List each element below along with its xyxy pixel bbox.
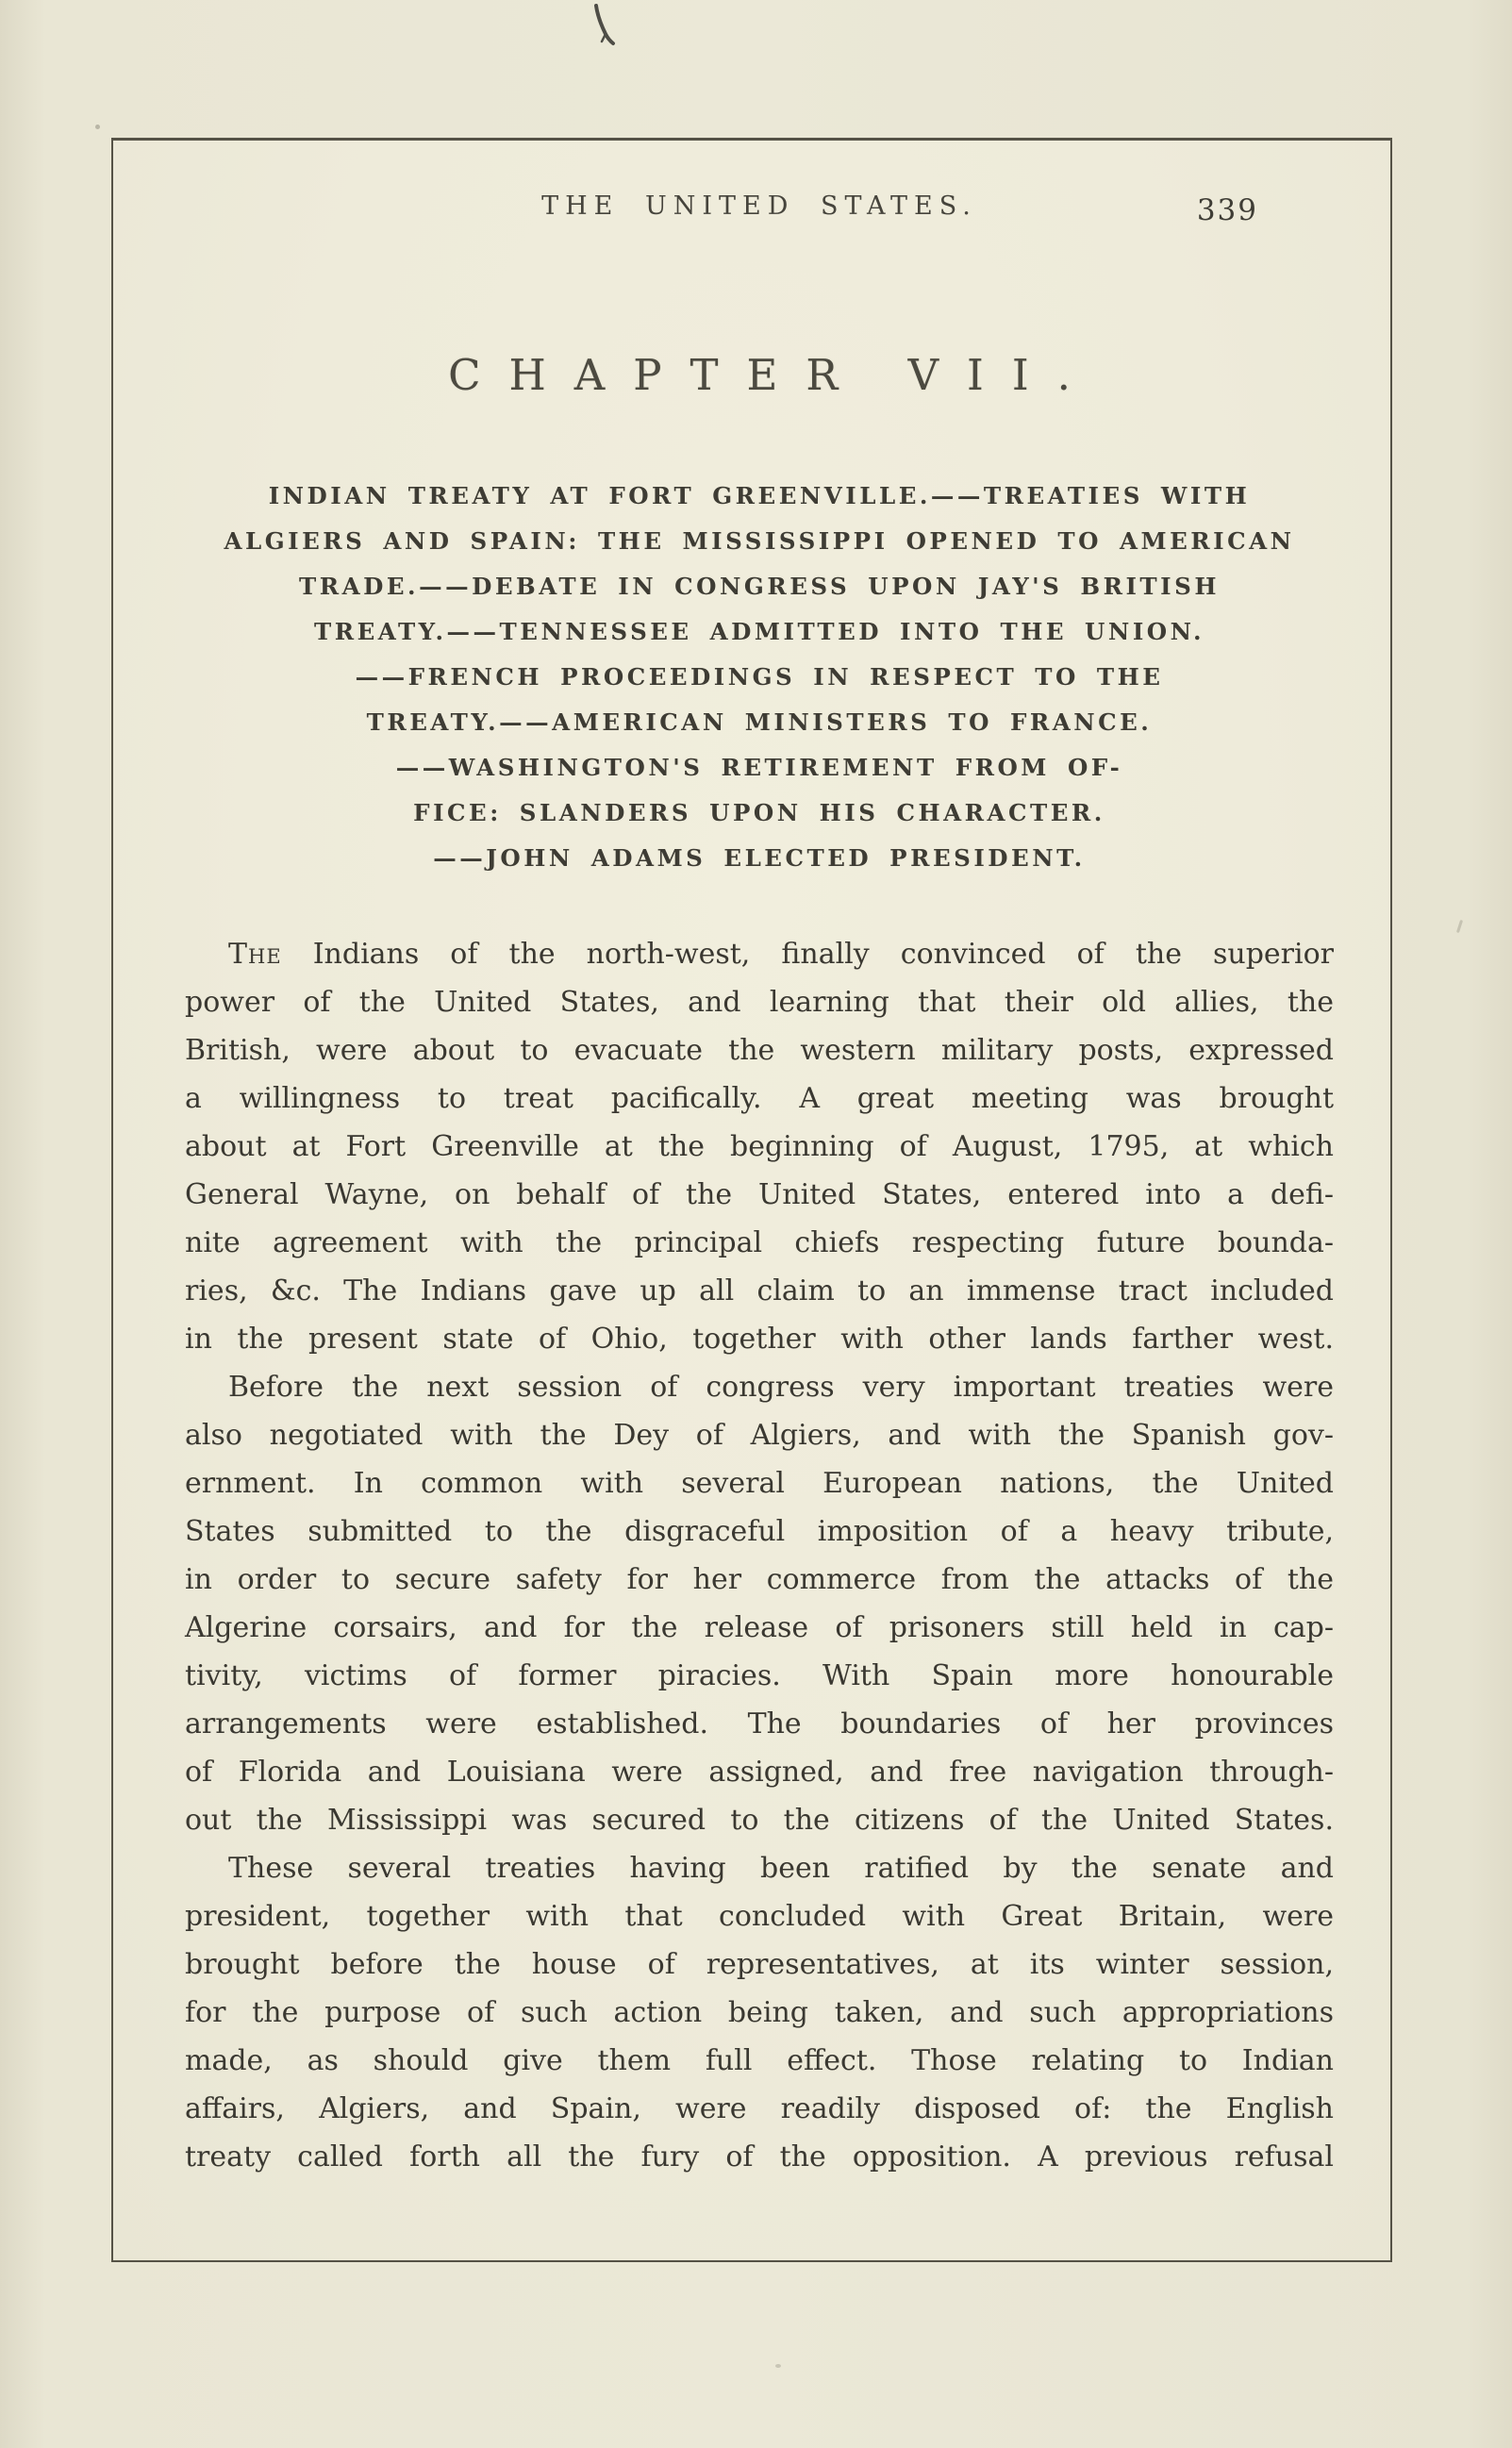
chapter-summary	[185, 474, 1334, 881]
page-number: 339	[1196, 193, 1258, 227]
body-line: a willingness to treat pacifically. A great meeting was brought	[185, 1082, 1334, 1115]
summary-line: ——JOHN ADAMS ELECTED PRESIDENT.	[433, 844, 1086, 872]
body-line: made, as should give them full effect. Those relating to Indian	[185, 2044, 1334, 2077]
paragraph	[185, 1363, 1334, 1844]
page-header	[185, 192, 1334, 231]
body-line: of Florida and Louisiana were assigned, and free navigation through-	[185, 1756, 1334, 1789]
body-line: States submitted to the disgraceful imposition of a heavy tribute,	[185, 1515, 1334, 1548]
body-line: ernment. In common with several European nations, the United	[185, 1467, 1334, 1500]
body-line: treaty called forth all the fury of the opposition. A previous refusal	[185, 2140, 1334, 2173]
body-line: These several treaties having been ratified by the senate and	[228, 1852, 1334, 1885]
chapter-title: CHAPTER VII.	[448, 350, 1099, 400]
body-line: also negotiated with the Dey of Algiers, and with the Spanish gov-	[185, 1419, 1334, 1452]
body-line: about at Fort Greenville at the beginning of August, 1795, at which	[185, 1130, 1334, 1163]
body-line: British, were about to evacuate the western military posts, expressed	[185, 1034, 1334, 1067]
lead-word: The	[228, 938, 282, 971]
running-header: THE UNITED STATES.	[541, 192, 977, 221]
body-line: Before the next session of congress very important treaties were	[228, 1371, 1334, 1404]
paragraph	[185, 930, 1334, 1363]
body-line: president, together with that concluded with Great Britain, were	[185, 1900, 1334, 1933]
scan-artifact	[1456, 920, 1463, 933]
summary-line: FICE: SLANDERS UPON HIS CHARACTER.	[413, 799, 1105, 826]
summary-line: INDIAN TREATY AT FORT GREENVILLE.——TREATIES WITH	[268, 482, 1251, 509]
scan-artifact	[775, 2364, 781, 2368]
body-line: tivity, victims of former piracies. With Spain more honourable	[185, 1659, 1334, 1692]
summary-line: TRADE.——DEBATE IN CONGRESS UPON JAY'S BRITISH	[299, 573, 1220, 600]
body-line: arrangements were established. The boundaries of her provinces	[185, 1707, 1334, 1740]
body-line: nite agreement with the principal chiefs respecting future bounda-	[185, 1226, 1334, 1259]
body-line: Algerine corsairs, and for the release of prisoners still held in cap-	[185, 1611, 1334, 1644]
summary-line: TREATY.——TENNESSEE ADMITTED INTO THE UNION.	[314, 618, 1205, 645]
body-line: for the purpose of such action being taken, and such appropriations	[185, 1996, 1334, 2029]
page-frame	[111, 138, 1392, 2262]
paragraph	[185, 1844, 1334, 2181]
body-line: out the Mississippi was secured to the citizens of the United States.	[185, 1804, 1334, 1837]
body-line: ries, &c. The Indians gave up all claim to an immense tract included	[185, 1274, 1334, 1307]
body-line	[185, 930, 1334, 978]
body-line: in order to secure safety for her commerce from the attacks of the	[185, 1563, 1334, 1596]
summary-line: ——FRENCH PROCEEDINGS IN RESPECT TO THE	[355, 663, 1164, 691]
body-line: affairs, Algiers, and Spain, were readily disposed of: the English	[185, 2092, 1334, 2125]
body-text	[185, 930, 1334, 2181]
body-line: General Wayne, on behalf of the United States, entered into a defi-	[185, 1178, 1334, 1211]
summary-line: ALGIERS AND SPAIN: THE MISSISSIPPI OPENED TO AMERICAN	[224, 527, 1295, 555]
body-line: power of the United States, and learning that their old allies, the	[185, 986, 1334, 1019]
scan-artifact	[95, 125, 100, 129]
summary-line: ——WASHINGTON'S RETIREMENT FROM OF-	[395, 754, 1123, 781]
ink-mark	[583, 4, 624, 55]
body-line-text: Indians of the north-west, finally convinced of the superior	[281, 938, 1334, 971]
summary-line: TREATY.——AMERICAN MINISTERS TO FRANCE.	[366, 708, 1153, 736]
body-line: in the present state of Ohio, together with other lands farther west.	[185, 1323, 1334, 1356]
body-line: brought before the house of representatives, at its winter session,	[185, 1948, 1334, 1981]
